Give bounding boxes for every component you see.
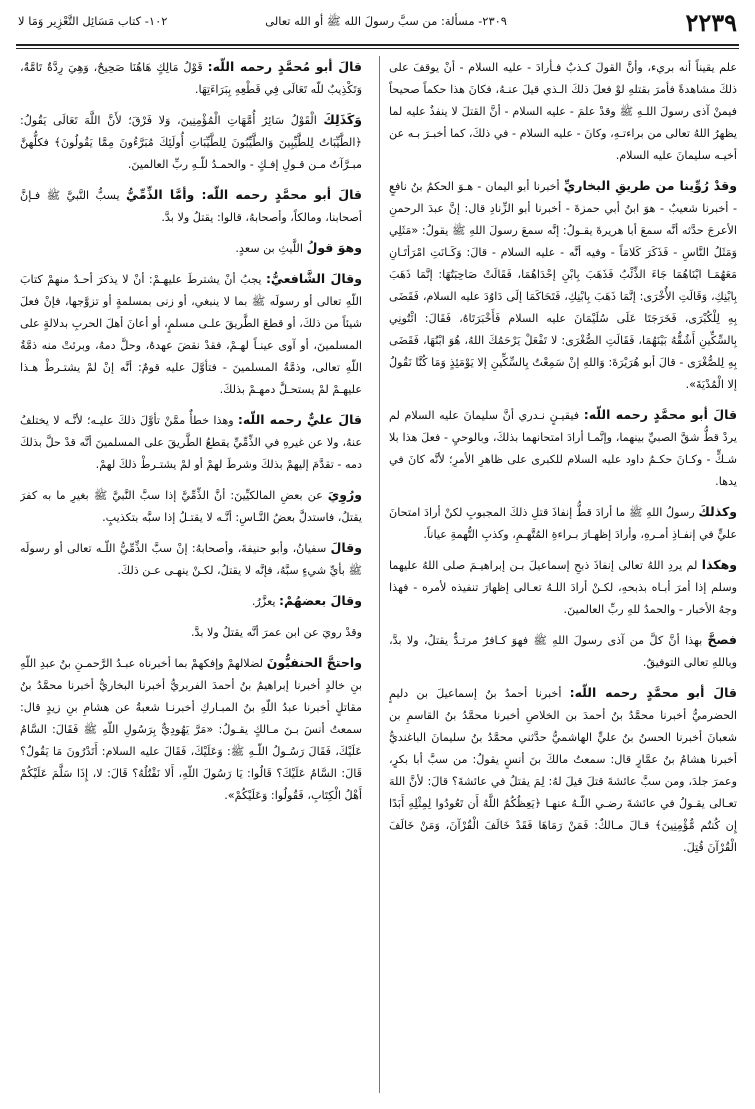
- paragraph-lead: ورُوِيَ: [327, 487, 362, 502]
- paragraph: [20, 537, 362, 582]
- paragraph-text: اللَّيثِ بن سعدٍ.: [235, 242, 303, 255]
- paragraph: [20, 109, 362, 176]
- paragraph-lead: قالَ أبو محمَّدٍ رحمه اللّه: وأمَّا الذِّمِّيُّ: [126, 187, 362, 202]
- paragraph: [20, 484, 362, 529]
- paragraph: [389, 629, 737, 674]
- right-column: [389, 56, 737, 1095]
- paragraph: [20, 237, 362, 260]
- paragraph-text: لم يردِ اللهُ تعالى إنفاذَ ذبحِ إسماعيلَ بـن إبراهيـمَ صلى اللهُ عليهما وسلم إذا أمرَ أبـاه بذبحهِ، لكـنْ أرادَ اللـهُ تعـالى إظهارَ تنفيذه لأمره - فهذا وجهُ الأخبار - والحمدُ للهِ ربِّ العالمينَ.: [389, 559, 737, 616]
- paragraph: [389, 501, 737, 546]
- page-number: ٢٢٣٩: [685, 8, 737, 37]
- paragraph-text: أخبرنا أبو اليمان - هـوَ الحكمُ بنُ نافعٍ - أخبرنا شعيبٌ - هوَ ابنُ أبي حمزةَ - أخبرنا أبو الزِّنادِ قال: إنَّ عبدَ الرحمنِ الأعرجَ حدَّثه أنَّه سمعَ أبا هريرةَ يقـولُ: إنَّه سمعَ رسولَ اللهِ ﷺ يقولُ: «مَثَلِي وَمَثَلُ النَّاسِ - فَذَكَرَ كَلامَاً - وفيه أنَّه - عليه السلام - قالَ: وَكَـانَتِ امْرَأتَـانِ مَعَهُمَـا ابْنَاهُمَا جَاءَ الذِّئْبُ فَذَهَبَ بِابْنِ إحْدَاهُمَا، فَقَالَتْ صَاحِبَتُهَا: إنَّمَا ذَهَبَ بِابْنِكِ، وَقَالَتِ الأُخْرَى: إنَّمَا ذَهَبَ بِابْنِكِ، فَتَحَاكَمَا إلَى دَاوُدَ عليه السلام، فَقَضَى بِهِ لِلْكُبْرَى، فَخَرَجَتَا عَلَى سُلَيْمَانَ عليه السلام فَأَخْبَرَتَاهُ، فَقَالَ: ائْتُونِي بِالسِّكِّينِ أَشُقُّهُ بَيْنَهُمَا، فَقَالَتِ الصُّغْرَى: لا تَفْعَلْ يَرْحَمُكَ اللهُ، هُوَ ابْنُهَا، فَقَضَى بِهِ لِلصُّغْرَى - قالَ أبو هُرَيْرَةَ: وَاللهِ إنْ سَمِعْتُ بِالسِّكِّينِ إلا يَوْمَئِذٍ وَمَا كُنَّا نَقُولُ إلا الْمُدْيَةَ».: [389, 180, 737, 391]
- paragraph-text: يجبُ أنْ يشترطَ عليهـمْ: أنْ لا يذكرَ أحـدٌ منهمْ كتابَ اللّهِ تعالى أو رسولَه ﷺ بما لا ينبغي، أو زنى بمسلمةٍ أو تزوَّجها، فإنْ فعلَ شيئاً من ذلكَ، أو قطعَ الطَّريقَ علـى مسلمٍ، أو أعانَ أهلَ الحربِ بدلالةٍ على المسلمينَ، أو آوى عينـاً لهـمْ، فقدْ نقضَ عهدهُ، وحلَّ دمهُ، وبرئتْ منه ذمَّةُ اللّهِ تعالى، وذمَّةُ المسلمينَ - فتأوَّلَ عليه قومٌ: أنَّه إنْ لمْ يشتـرطْ هـذا عليهـمْ لمْ يستحـلَّ دمهـمْ بذلكَ.: [20, 273, 362, 396]
- paragraph-lead: وهكذا: [701, 557, 737, 572]
- paragraph-text: أخبرنا أحمدُ بنُ إسماعيلَ بن دليمٍ الحضرميُّ أخبرنا محمَّدُ بنُ أحمدَ بن الخلاصِ أخبرنا محمَّدُ بنُ القاسمِ بن شعبانَ أخبرنا الحسنُ بنُ عليٍّ الهاشميُّ حدَّثني محمَّدُ بنُ سليمانَ الباغنديُّ أخبرنا هشامُ بنُ عمَّارٍ قال: سمعتُ مالكَ بنَ أنسٍ يقولُ: من سبَّ أبا بكرٍ، وعمرَ جلدَ، ومن سبَّ عائشةَ قتلَ قيلَ لهُ: لِمَ يقتلُ في عائشةَ؟ قالَ: لأنَّ اللهَ تعـالى يقـولُ في عائشةَ رضـي اللّـهُ عنهـا ﴿يَعِظُكُمُ اللَّهُ أَن تَعُودُوا لِمِثْلِهِ أَبَدًا إِن كُنتُم مُّؤْمِنِينَ﴾ قـالَ مـالكٌ: فَمَنْ رَمَاهَا فَقَدْ خَالَفَ الْقُرْآنَ، وَمَنْ خَالَفَ الْقُرْآنَ قُتِلَ.: [389, 687, 737, 854]
- paragraph-lead: وقدْ رُوِّينا من طريقِ البخاريِّ: [563, 178, 737, 193]
- paragraph-text: الْقَوْلُ سَائِرُ أُمَّهَاتِ الْمُؤْمِنِينَ، وَلا فَرْقَ؛ لأَنَّ اللَّهَ تَعَالَى يَقُولُ: ﴿الطَّيِّبَاتُ لِلطَّيِّبِينَ وَالطَّيِّبُونَ لِلطَّيِّبَاتِ أُولَئِكَ مُبَرَّءُونَ مِمَّا يَقُولُونَ﴾ فكلُّهنَّ مبـرَّآتٌ مـن قـولِ إفـكٍ - والحمـدُ للّـهِ ربِّ العالمينَ.: [20, 114, 362, 171]
- paragraph-lead: قالَ أبو محمَّدٍ رحمه اللّه:: [569, 685, 737, 700]
- paragraph: [389, 554, 737, 621]
- paragraph-text: قَوْلُ مَالِكٍ هَاهُنَا صَحِيحٌ، وَهِيَ رِدَّةٌ تَامَّةٌ، وَتَكْذِيبٌ للّه تَعَالَى فِي قَطْعِهِ بِبَرَاءَتِهَا.: [20, 61, 362, 96]
- running-title-book: ١٠٢- كتاب مَسَائِل التَّعْزِير وَمَا لا: [18, 14, 168, 28]
- paragraph-text: لضلالهمْ وإفكهمْ بما أخبرناه عبـدُ الرَّحمـنِ بنُ عبدِ اللّهِ بنِ خالدٍ أخبرنا إبراهيمُ بنُ أحمدَ الفربريُّ أخبرنا البخاريُّ أخبرنا محمَّدُ بنُ مقاتلٍ أخبرنا عبدُ اللّهِ بنُ المبـاركِ أخبرنـا شعبةُ عن هشامِ بنِ زيدٍ قال: سمعتُ أنسَ بـنَ مـالكٍ يقـولُ: «مَرَّ يَهُودِيٌّ بِرَسُولِ اللّهِ ﷺ فَقَالَ: السَّامُ عَلَيْكَ، فَقَالَ رَسُـولُ اللّـهِ ﷺ: وَعَلَيْكَ، فَقَالَ عليه السلام: أَتَدْرُونَ مَا يَقُولُ؟ قَالَ: السَّامُ عَلَيْكَ؟ قَالُوا: يَا رَسُولَ اللّهِ، أَلا نَقْتُلُهُ؟ قَالَ: لا، إِذَا سَلَّمَ عَلَيْكُمْ أَهْلُ الْكِتَابِ، فَقُولُوا: وَعَلَيْكُمْ».: [20, 657, 362, 802]
- paragraph-text: علم يقيناً أنه بريء، وأنَّ القولَ كـذبٌ فـأرادَ - عليه السلام - أنْ يوقفَ على ذلكَ مشاهدةً فأمرَ بقتلهِ لوْ فعلَ ذلكَ الـذي قيلَ عنـهُ، فكانَ هذا حكماً صحيحاً فيمنْ آذى رسولَ اللـهِ ﷺ وقدْ علمَ - عليه السلام - أنَّ القتلَ لا ينفذُ عليه لما يظهرُ اللهُ تعالى من براءتـهِ، وكانَ - عليه السلام - في ذلكَ، كما أخبـرَ بـه عن أخيـه سليمانَ عليه السلام.: [389, 61, 737, 162]
- paragraph-lead: واحتجَّ الحنفيُّونَ: [266, 655, 362, 670]
- paragraph: [389, 56, 737, 167]
- paragraph: [20, 184, 362, 229]
- paragraph: [20, 621, 362, 644]
- paragraph: [389, 404, 737, 493]
- left-column: [20, 56, 362, 1095]
- paragraph: [389, 682, 737, 859]
- paragraph-text: عن بعضِ المالكيِّينَ: أنَّ الذِّمِّيَّ إذا سبَّ النَّبيَّ ﷺ بغيرِ ما به كفرَ يقتلُ، فاستدلَّ بعضُ النَّـاسِ: أنَّـه لا يقتـلُ إذا سبَّه بتكذيبٍ.: [20, 489, 362, 524]
- page-header: [18, 8, 737, 38]
- paragraph-lead: وَكَذَلِكَ: [323, 112, 362, 127]
- paragraph: [20, 652, 362, 807]
- paragraph-text: سفيانُ، وأبو حنيفةَ، وأصحابهُ: إنْ سبَّ الذِّمِّيُّ اللّـه تعالى أو رسولَه ﷺ بأيِّ شيءٍ سبَّهُ، فإنَّه لا يقتلُ، لكـنْ ينهـى عـن ذلكَ.: [20, 542, 362, 577]
- paragraph: [20, 268, 362, 401]
- paragraph-lead: وكذلكَ: [698, 504, 737, 519]
- paragraph-lead: فصحَّ: [707, 632, 737, 647]
- running-title-chapter: ٢٣٠٩- مسألة: من سبَّ رسولَ الله ﷺ أو الله تعالى: [265, 14, 507, 28]
- paragraph: [20, 409, 362, 476]
- paragraph-lead: وقالَ: [330, 540, 362, 555]
- column-divider: [379, 56, 380, 1093]
- paragraph: [20, 56, 362, 101]
- paragraph-lead: قالَ أبو مُحمَّدٍ رحمه اللّه:: [207, 59, 362, 74]
- paragraph-text: وقدْ رويَ عن ابن عمرَ أنَّه يقتلُ ولا بدَّ.: [190, 626, 362, 639]
- header-rule-thin: [16, 48, 739, 49]
- paragraph-lead: وقالَ بعضهُمْ:: [279, 593, 362, 608]
- header-rule: [16, 44, 739, 46]
- paragraph-lead: قالَ عليٌّ رحمه اللّه:: [237, 412, 362, 427]
- paragraph-text: يعزَّرُ.: [251, 595, 276, 608]
- paragraph-text: رسولُ اللهِ ﷺ ما أرادَ قطُّ إنفاذَ قتلِ ذلكَ المجبوبِ لكنْ أرادَ امتحانَ عليٍّ في إنفـاذِ أمـرهِ، وأرادَ إظهـارَ بـراءةِ المُتَّهـمِ، وكذبِ التُّهمةِ عياناً.: [389, 506, 737, 541]
- paragraph-lead: قالَ أبو محمَّدٍ رحمه اللّه:: [583, 407, 737, 422]
- paragraph-text: يسبُّ النَّبيَّ ﷺ فـإنَّ أصحابنا، ومالكاً، وأصحابهُ، قالوا: يقتلُ ولا بدَّ.: [20, 189, 362, 224]
- paragraph-lead: وقالَ الشَّافعيُّ:: [265, 271, 362, 286]
- paragraph-lead: وهوَ قولُ: [306, 240, 362, 255]
- paragraph-text: فيقيـنٍ نـدري أنَّ سليمانَ عليه السلام لم يردْ قطُّ شقَّ الصبيِّ بينهما، وإنَّمـا أرادَ امتحانهما بذلكَ، وبالوحيِ - فعلَ هذا بلا شـكٍّ - وكـانَ حكـمُ داود عليه السلام للكبرى على ظاهرِ الأمرِ؛ لأنَّه كانَ في يدها.: [389, 409, 737, 488]
- paragraph: [389, 175, 737, 396]
- paragraph-text: وهذا خطأٌ ممَّنْ تأوَّلَ ذلكَ عليـه؛ لأنَّـه لا يختلفُ عنهُ، ولا عن غيرهِ في الذِّمِّيِّ يقطعُ الطَّريقَ على المسلمينَ أنَّه قدْ حلَّ بذلكَ دمه - تقدَّمَ إليهمْ بذلكَ وشرطَ لهمْ أو لمْ يشتـرطْ ذلكَ لهمْ.: [20, 414, 362, 471]
- paragraph-text: بهذا أنَّ كلَّ من آذى رسولَ اللهِ ﷺ فهوَ كـافرٌ مرتـدٌّ يقتلُ، ولا بدَّ، وباللهِ تعالى التوفيقُ.: [389, 634, 737, 669]
- paragraph: [20, 590, 362, 613]
